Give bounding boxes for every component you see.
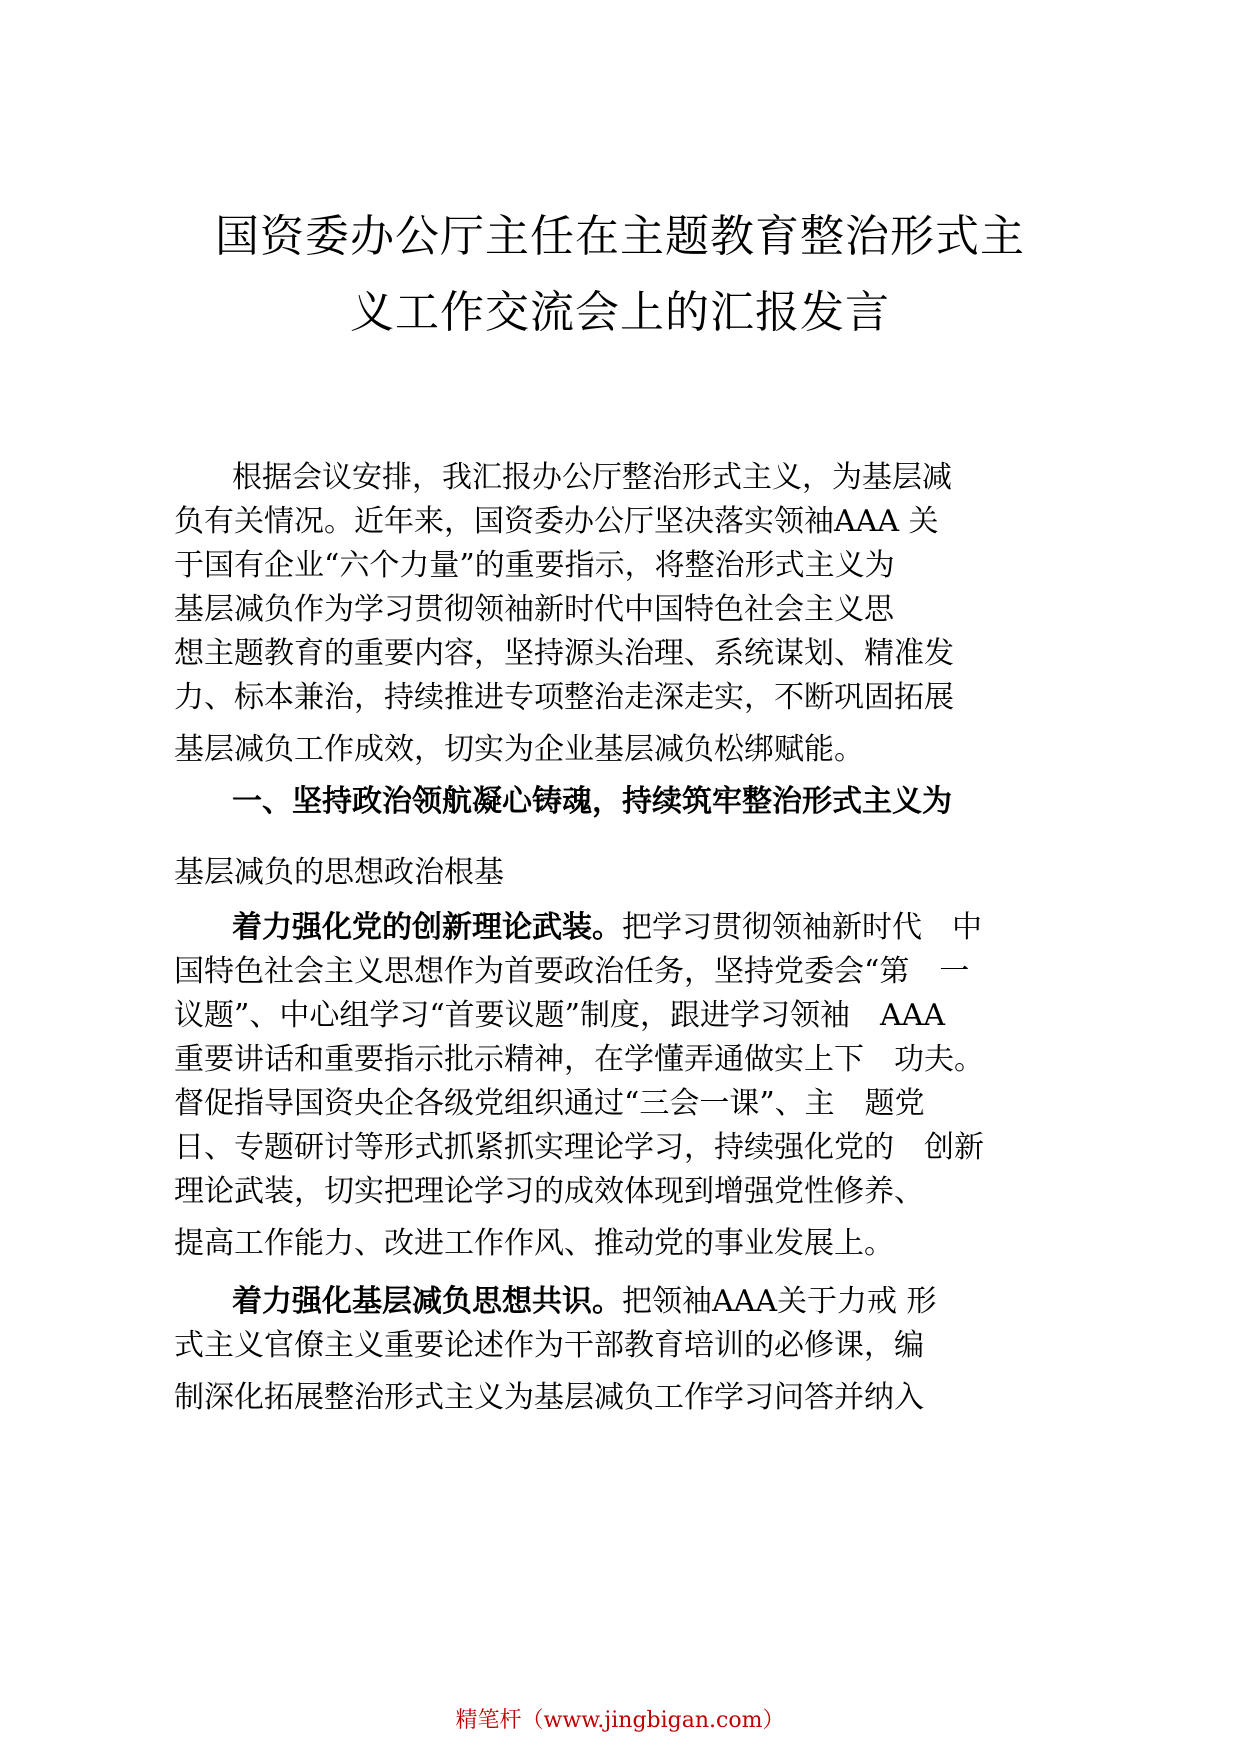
paragraph-1-line: 督促指导国资央企各级党组织通过“三会一课”、主 题党 bbox=[174, 1086, 925, 1121]
paragraph-2-lead: 着力强化基层减负思想共识。 bbox=[232, 1284, 622, 1319]
section-heading-line-2: 基层减负的思想政治根基 bbox=[174, 855, 504, 890]
intro-line: 想主题教育的重要内容，坚持源头治理、系统谋划、精准发 bbox=[174, 636, 954, 671]
intro-line: 于国有企业“六个力量”的重要指示，将整治形式主义为 bbox=[174, 548, 895, 583]
paragraph-2-line: 制深化拓展整治形式主义为基层减负工作学习问答并纳入 bbox=[174, 1380, 924, 1415]
paragraph-1-line: 议题”、中心组学习“首要议题”制度，跟进学习领袖 AAA bbox=[174, 998, 946, 1033]
document-title-line-1: 国资委办公厅主任在主题教育整治形式主 bbox=[215, 211, 1025, 262]
paragraph-2-first-rest: 把领袖AAA关于力戒 形 bbox=[622, 1284, 937, 1319]
paragraph-1-first-rest: 把学习贯彻领袖新时代 中 bbox=[622, 910, 982, 945]
paragraph-2-first-line bbox=[232, 1282, 937, 1322]
intro-line: 基层减负作为学习贯彻领袖新时代中国特色社会主义思 bbox=[174, 592, 894, 627]
paragraph-1-line: 理论武装，切实把理论学习的成效体现到增强党性修养、 bbox=[174, 1174, 924, 1209]
paragraph-1-line: 重要讲话和重要指示批示精神，在学懂弄通做实上下 功夫。 bbox=[174, 1042, 984, 1077]
document-title-line-2: 义工作交流会上的汇报发言 bbox=[350, 287, 890, 338]
paragraph-1-lead: 着力强化党的创新理论武装。 bbox=[232, 910, 622, 945]
paragraph-1-first-line bbox=[232, 908, 982, 948]
section-heading-line-1: 一、坚持政治领航凝心铸魂，持续筑牢整治形式主义为 bbox=[232, 784, 952, 819]
paragraph-1-line: 国特色社会主义思想作为首要政治任务，坚持党委会“第 一 bbox=[174, 954, 970, 989]
intro-line: 根据会议安排，我汇报办公厅整治形式主义，为基层减 bbox=[232, 460, 952, 495]
intro-line: 力、标本兼治，持续推进专项整治走深走实，不断巩固拓展 bbox=[174, 680, 954, 715]
intro-line: 负有关情况。近年来，国资委办公厅坚决落实领袖AAA 关 bbox=[174, 504, 939, 539]
paragraph-2-line: 式主义官僚主义重要论述作为干部教育培训的必修课，编 bbox=[174, 1328, 924, 1363]
paragraph-1-line: 日、专题研讨等形式抓紧抓实理论学习，持续强化党的 创新 bbox=[174, 1130, 984, 1165]
intro-line: 基层减负工作成效，切实为企业基层减负松绑赋能。 bbox=[174, 732, 864, 767]
footer-watermark[interactable]: 精笔杆（www.jingbigan.com） bbox=[455, 1708, 785, 1733]
paragraph-1-line: 提高工作能力、改进工作作风、推动党的事业发展上。 bbox=[174, 1226, 894, 1261]
